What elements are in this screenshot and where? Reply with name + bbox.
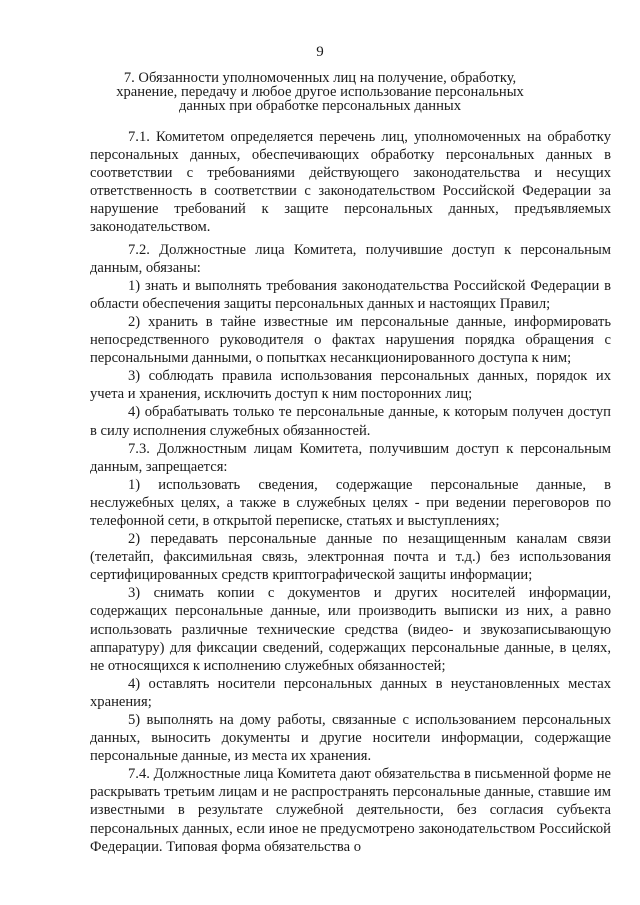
paragraph-7-3-item-3: 3) снимать копии с документов и других носителей информации, содержащих персональные данные, или производить выписки из них, а равно использовать различные технические средства (видео- и звукозаписывающую аппаратуру) для фиксации сведений, содержащих персональные данные, в целях, не относящихся к исполнению служебных обязанностей;	[90, 585, 611, 674]
paragraph-7-3: 7.3. Должностным лицам Комитета, получившим доступ к персональным данным, запрещается:	[90, 440, 611, 475]
paragraph-7-3-item-4: 4) оставлять носители персональных данных в неустановленных местах хранения;	[90, 675, 611, 710]
page-number: 9	[316, 44, 324, 60]
heading-line: 7. Обязанности уполномоченных лиц на получение, обработку,	[123, 70, 517, 86]
paragraph-7-3-item-1: 1) использовать сведения, содержащие персональные данные, в неслужебных целях, а также в служебных целях - при ведении переговоров по телефонной сети, в открытой переписке, статьях и выступлениях;	[90, 476, 611, 529]
body-text	[90, 128, 611, 856]
paragraph-7-2-item-2: 2) хранить в тайне известные им персональные данные, информировать непосредственного руководителя о фактах нарушения порядка обращения с персональными данными, о попытках несанкционированного доступа к ним;	[90, 313, 611, 367]
paragraph-7-4: 7.4. Должностные лица Комитета дают обязательства в письменной форме не раскрывать третьим лицам и не распространять персональные данные, ставшие им известными в результате служебной деятельности, без согласия субъекта персональных данных, если иное не предусмотрено законодательством Российской Федерации. Типовая форма обязательства о	[90, 766, 611, 855]
paragraph-7-2-item-3: 3) соблюдать правила использования персональных данных, порядок их учета и хранения, исключить доступ к ним посторонних лиц;	[90, 368, 611, 403]
paragraph-7-2-item-4: 4) обрабатывать только те персональные данные, к которым получен доступ в силу исполнения служебных обязанностей.	[90, 404, 611, 439]
paragraph-7-3-item-5: 5) выполнять на дому работы, связанные с использованием персональных данных, выносить документы и другие носители информации, содержащие персональные данные, из места их хранения.	[90, 712, 611, 765]
paragraph-7-2: 7.2. Должностные лица Комитета, получившие доступ к персональным данным, обязаны:	[90, 241, 611, 276]
section-heading	[100, 71, 540, 113]
paragraph-7-2-item-1: 1) знать и выполнять требования законодательства Российской Федерации в области обеспечения защиты персональных данных и настоящих Правил;	[90, 277, 611, 312]
heading-line: данных при обработке персональных данных	[179, 98, 461, 114]
heading-line: хранение, передачу и любое другое использование персональных	[116, 84, 524, 100]
paragraph-7-3-item-2: 2) передавать персональные данные по незащищенным каналам связи (телетайп, факсимильная связь, электронная почта и т.д.) без использования сертифицированных средств криптографической защиты информации;	[90, 531, 611, 584]
paragraph-7-1: 7.1. Комитетом определяется перечень лиц, уполномоченных на обработку персональных данных, обеспечивающих обработку персональных данных в соответствии с требованиями действующего законодательства и несущих ответственность в соответствии с законодательством Российской Федерации за нарушение требований к защите персональных данных, предъявляемых законодательством.	[90, 129, 611, 236]
